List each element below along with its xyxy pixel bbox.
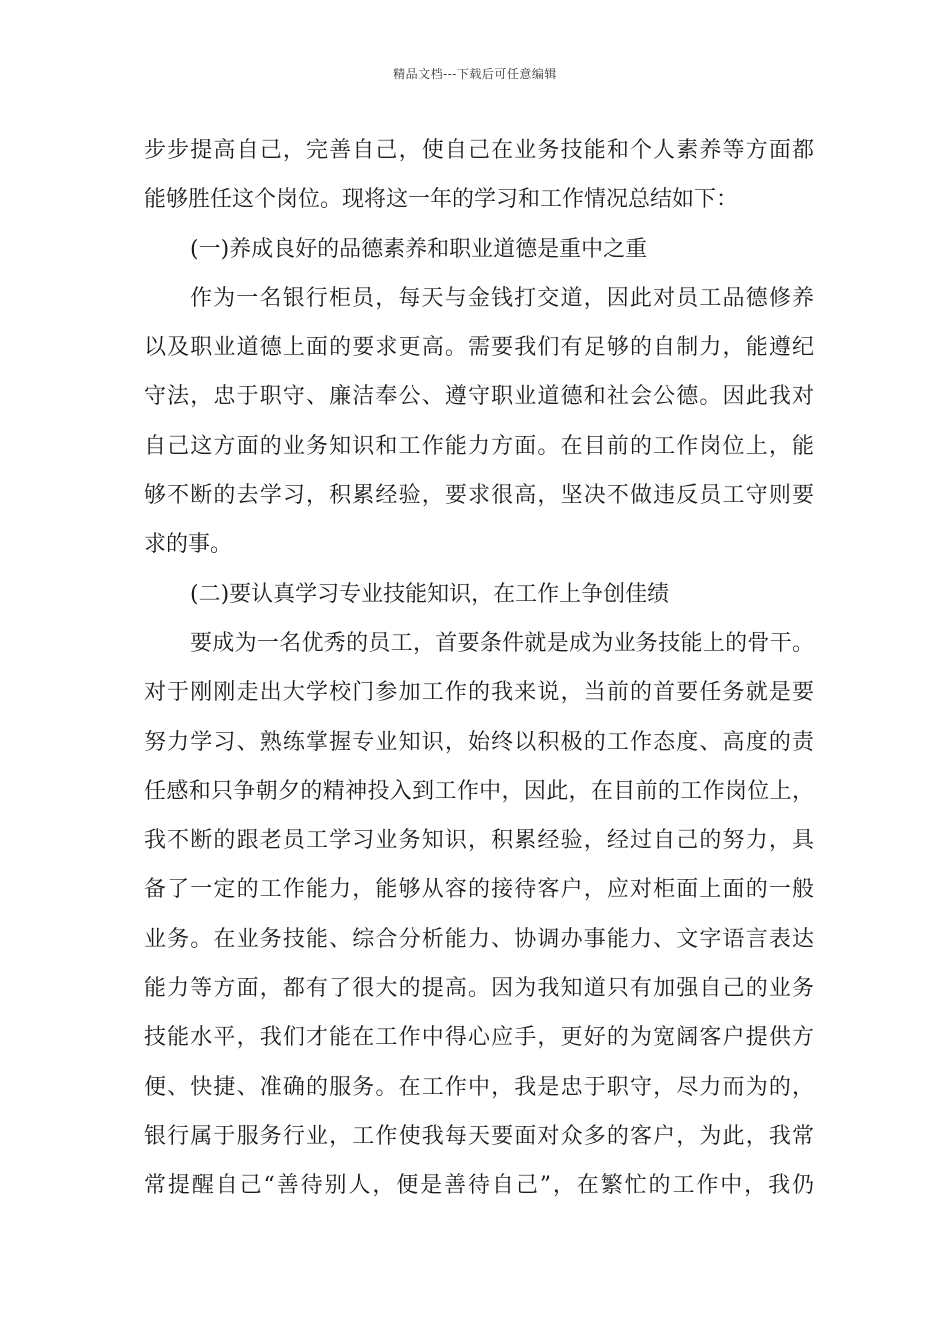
text-line: 够不断的去学习，积累经验，要求很高，坚决不做违反员工守则要 [144,483,814,509]
text-line: 常提醒自己“善待别人，便是善待自己”，在繁忙的工作中，我仍 [144,1173,814,1199]
text-line: 努力学习、熟练掌握专业知识，始终以积极的工作态度、高度的责 [144,729,814,755]
text-line: 银行属于服务行业，工作使我每天要面对众多的客户，为此，我常 [144,1123,814,1149]
text-line: 备了一定的工作能力，能够从容的接待客户，应对柜面上面的一般 [144,877,814,903]
section-heading: (一)养成良好的品德素养和职业道德是重中之重 [190,236,648,262]
text-line: 求的事。 [144,532,233,558]
text-line: 任感和只争朝夕的精神投入到工作中，因此，在目前的工作岗位上， [144,778,814,804]
text-line: 业务。在业务技能、综合分析能力、协调办事能力、文字语言表达 [144,926,814,952]
text-line: 要成为一名优秀的员工，首要条件就是成为业务技能上的骨干。 [190,630,814,656]
text-line: 步步提高自己，完善自己，使自己在业务技能和个人素养等方面都 [144,138,814,163]
text-line: 守法，忠于职守、廉洁奉公、遵守职业道德和社会公德。因此我对 [144,384,814,410]
document-body [144,126,814,1211]
text-line: 以及职业道德上面的要求更高。需要我们有足够的自制力，能遵纪 [144,335,814,361]
text-line: 能够胜任这个岗位。现将这一年的学习和工作情况总结如下： [144,187,739,213]
text-line: 便、快捷、准确的服务。在工作中，我是忠于职守，尽力而为的， [144,1074,814,1100]
text-line: 我不断的跟老员工学习业务知识，积累经验，经过自己的努力，具 [144,828,814,854]
text-line: 自己这方面的业务知识和工作能力方面。在目前的工作岗位上，能 [144,433,814,459]
text-line: 对于刚刚走出大学校门参加工作的我来说，当前的首要任务就是要 [144,680,814,706]
text-line: 技能水平，我们才能在工作中得心应手，更好的为宽阔客户提供方 [144,1025,814,1051]
section-heading: (二)要认真学习专业技能知识，在工作上争创佳绩 [190,581,670,607]
text-line: 作为一名银行柜员，每天与金钱打交道，因此对员工品德修养 [190,285,814,311]
page-header: 精品文档---下载后可任意编辑 [393,67,557,81]
text-line: 能力等方面，都有了很大的提高。因为我知道只有加强自己的业务 [144,976,814,1002]
